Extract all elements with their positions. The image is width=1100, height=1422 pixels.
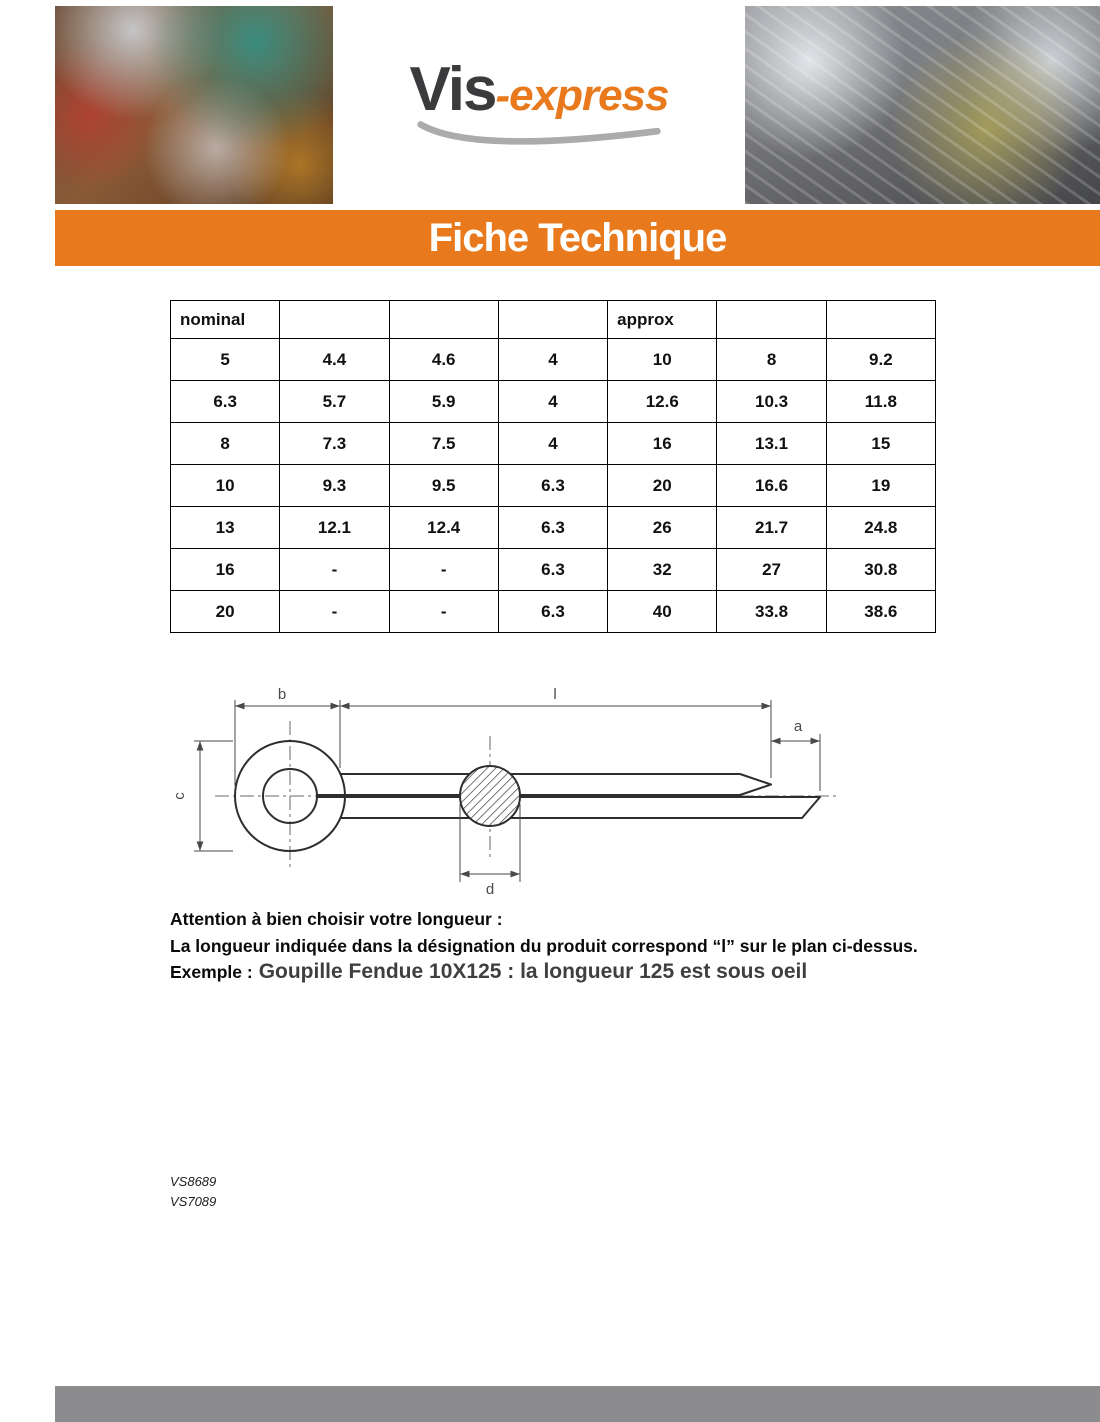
table-cell: 26 <box>608 507 717 549</box>
cotter-pin-diagram <box>170 686 870 904</box>
table-cell: 16 <box>171 549 280 591</box>
dim-label-c: c <box>171 792 188 800</box>
pin-upper-leg <box>317 774 771 795</box>
table-cell: 9.5 <box>389 465 498 507</box>
table-cell: 9.2 <box>826 339 935 381</box>
vis-express-logo <box>333 54 745 155</box>
table-cell: 4 <box>498 423 607 465</box>
table-row <box>171 339 936 381</box>
table-cell: 16.6 <box>717 465 826 507</box>
page-title: Fiche Technique <box>428 216 727 260</box>
logo-area <box>333 6 745 204</box>
table-cell: 6.3 <box>498 591 607 633</box>
table-cell: 20 <box>608 465 717 507</box>
table-row <box>171 465 936 507</box>
table-cell: 9.3 <box>280 465 389 507</box>
dim-label-a: a <box>793 718 803 735</box>
table-cell: - <box>280 549 389 591</box>
table-cell: 12.6 <box>608 381 717 423</box>
table-cell: 10 <box>608 339 717 381</box>
logo-text-primary: Vis <box>409 55 496 124</box>
table-cell: 10.3 <box>717 381 826 423</box>
table-cell: - <box>389 591 498 633</box>
table-header-cell <box>826 301 935 339</box>
note-example <box>170 960 960 984</box>
table-cell: 4 <box>498 339 607 381</box>
example-label: Exemple : <box>170 962 253 983</box>
table-cell: 5 <box>171 339 280 381</box>
table-header-cell <box>498 301 607 339</box>
reference-codes <box>170 1172 216 1212</box>
table-cell: 27 <box>717 549 826 591</box>
table-cell: 19 <box>826 465 935 507</box>
table-cell: 15 <box>826 423 935 465</box>
table-cell: 6.3 <box>171 381 280 423</box>
reference-code: VS7089 <box>170 1194 217 1210</box>
table-cell: 16 <box>608 423 717 465</box>
table-cell: 12.4 <box>389 507 498 549</box>
notes <box>170 906 960 984</box>
pin-lower-leg <box>317 797 820 818</box>
spec-table-head-row <box>171 301 936 339</box>
table-cell: 8 <box>717 339 826 381</box>
screws-photo <box>745 6 1100 204</box>
cotter-pin-outline <box>235 741 820 851</box>
table-header-cell <box>280 301 389 339</box>
table-cell: 21.7 <box>717 507 826 549</box>
table-cell: 7.3 <box>280 423 389 465</box>
note-length-explanation: La longueur indiquée dans la désignation du produit correspond “l” sur le plan ci-dessus. <box>170 936 918 957</box>
spec-table <box>170 300 936 633</box>
table-cell: 4.6 <box>389 339 498 381</box>
dim-label-d: d <box>485 881 495 898</box>
table-cell: 13.1 <box>717 423 826 465</box>
table-cell: 32 <box>608 549 717 591</box>
table-row <box>171 549 936 591</box>
table-header-cell: approx <box>608 301 717 339</box>
wire-cross-section <box>460 766 520 826</box>
table-cell: 6.3 <box>498 549 607 591</box>
table-cell: 8 <box>171 423 280 465</box>
table-cell: 12.1 <box>280 507 389 549</box>
table-header-cell <box>717 301 826 339</box>
table-cell: 33.8 <box>717 591 826 633</box>
table-row <box>171 423 936 465</box>
cotter-pin-drawing <box>170 686 870 904</box>
table-cell: 5.9 <box>389 381 498 423</box>
logo-text-secondary: -express <box>495 71 669 120</box>
table-cell: - <box>280 591 389 633</box>
table-header-cell <box>389 301 498 339</box>
table-cell: 11.8 <box>826 381 935 423</box>
logo-swoosh <box>414 119 664 155</box>
table-cell: 7.5 <box>389 423 498 465</box>
dim-label-l: l <box>553 686 557 703</box>
table-cell: 10 <box>171 465 280 507</box>
dim-label-b: b <box>277 686 287 703</box>
note-attention: Attention à bien choisir votre longueur : <box>170 909 503 929</box>
table-cell: 20 <box>171 591 280 633</box>
table-cell: 6.3 <box>498 507 607 549</box>
footer-bar <box>55 1386 1100 1422</box>
table-cell: 13 <box>171 507 280 549</box>
spec-table-body <box>171 339 936 633</box>
table-cell: 4.4 <box>280 339 389 381</box>
example-text: Goupille Fendue 10X125 : la longueur 125 est sous oeil <box>258 960 808 984</box>
table-cell: - <box>389 549 498 591</box>
reference-code: VS8689 <box>170 1174 217 1189</box>
table-row <box>171 591 936 633</box>
table-cell: 30.8 <box>826 549 935 591</box>
table-cell: 5.7 <box>280 381 389 423</box>
table-cell: 6.3 <box>498 465 607 507</box>
table-header-cell: nominal <box>171 301 280 339</box>
table-cell: 40 <box>608 591 717 633</box>
table-cell: 4 <box>498 381 607 423</box>
table-row <box>171 507 936 549</box>
title-banner <box>55 210 1100 266</box>
workbench-photo <box>55 6 333 204</box>
table-cell: 38.6 <box>826 591 935 633</box>
table-cell: 24.8 <box>826 507 935 549</box>
table-row <box>171 381 936 423</box>
